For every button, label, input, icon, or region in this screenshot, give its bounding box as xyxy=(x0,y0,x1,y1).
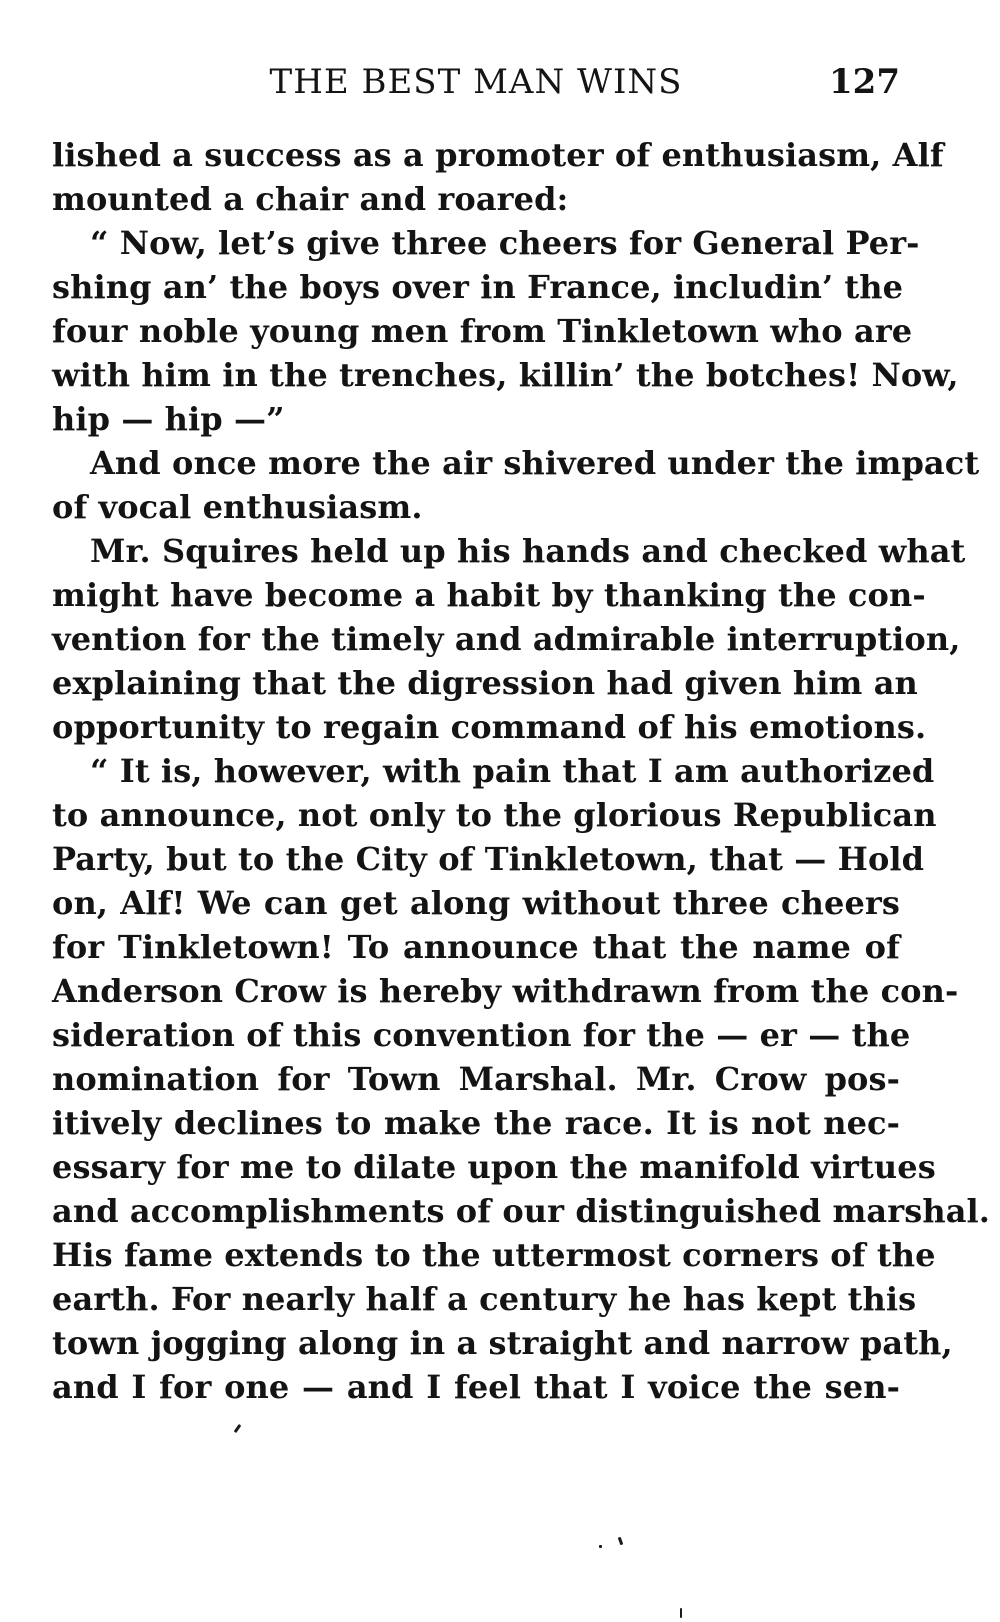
text-line: Anderson Crow is hereby withdrawn from the con- xyxy=(52,972,959,1010)
running-title: THE BEST MAN WINS xyxy=(269,62,683,102)
text-line: of vocal enthusiasm. xyxy=(52,488,423,526)
text-line: And once more the air shivered under the impact xyxy=(90,444,980,482)
text-line: nomination for Town Marshal. Mr. Crow pos- xyxy=(52,1060,900,1098)
text-line: and I for one — and I feel that I voice the sen- xyxy=(52,1368,900,1406)
text-line: “ Now, let’s give three cheers for General Per- xyxy=(90,224,920,262)
text-line: to announce, not only to the glorious Republican xyxy=(52,796,937,834)
ink-speck xyxy=(234,1424,242,1433)
page-header xyxy=(52,52,900,112)
text-line: hip — hip —” xyxy=(52,400,285,438)
text-line: lished a success as a promoter of enthusiasm, Alf xyxy=(52,136,944,174)
text-line: vention for the timely and admirable interruption, xyxy=(52,620,961,658)
text-line: shing an’ the boys over in France, includin’ the xyxy=(52,268,904,306)
text-line: opportunity to regain command of his emotions. xyxy=(52,708,927,746)
text-line: on, Alf! We can get along without three cheers xyxy=(52,884,900,922)
text-line: Mr. Squires held up his hands and checked what xyxy=(90,532,966,570)
text-line: sideration of this convention for the — er — the xyxy=(52,1016,911,1054)
text-line: with him in the trenches, killin’ the botches! Now, xyxy=(52,356,959,394)
text-line: explaining that the digression had given him an xyxy=(52,664,918,702)
ink-speck xyxy=(599,1545,602,1548)
text-line: might have become a habit by thanking the con- xyxy=(52,576,926,614)
text-line: four noble young men from Tinkletown who are xyxy=(52,312,913,350)
body-text xyxy=(52,133,991,1409)
text-line: His fame extends to the uttermost corners of the xyxy=(52,1236,936,1274)
text-line: town jogging along in a straight and narrow path, xyxy=(52,1324,953,1362)
text-line: essary for me to dilate upon the manifold virtues xyxy=(52,1148,936,1186)
ink-speck xyxy=(680,1608,682,1618)
page-number: 127 xyxy=(829,62,900,102)
text-line: for Tinkletown! To announce that the name of xyxy=(52,928,900,966)
text-line: mounted a chair and roared: xyxy=(52,180,569,218)
ink-speck xyxy=(618,1537,624,1546)
text-line: “ It is, however, with pain that I am authorized xyxy=(90,752,935,790)
text-line: and accomplishments of our distinguished marshal. xyxy=(52,1192,991,1230)
text-line: Party, but to the City of Tinkletown, that — Hold xyxy=(52,840,925,878)
text-line: itively declines to make the race. It is not nec- xyxy=(52,1104,900,1142)
text-line: earth. For nearly half a century he has kept this xyxy=(52,1280,917,1318)
